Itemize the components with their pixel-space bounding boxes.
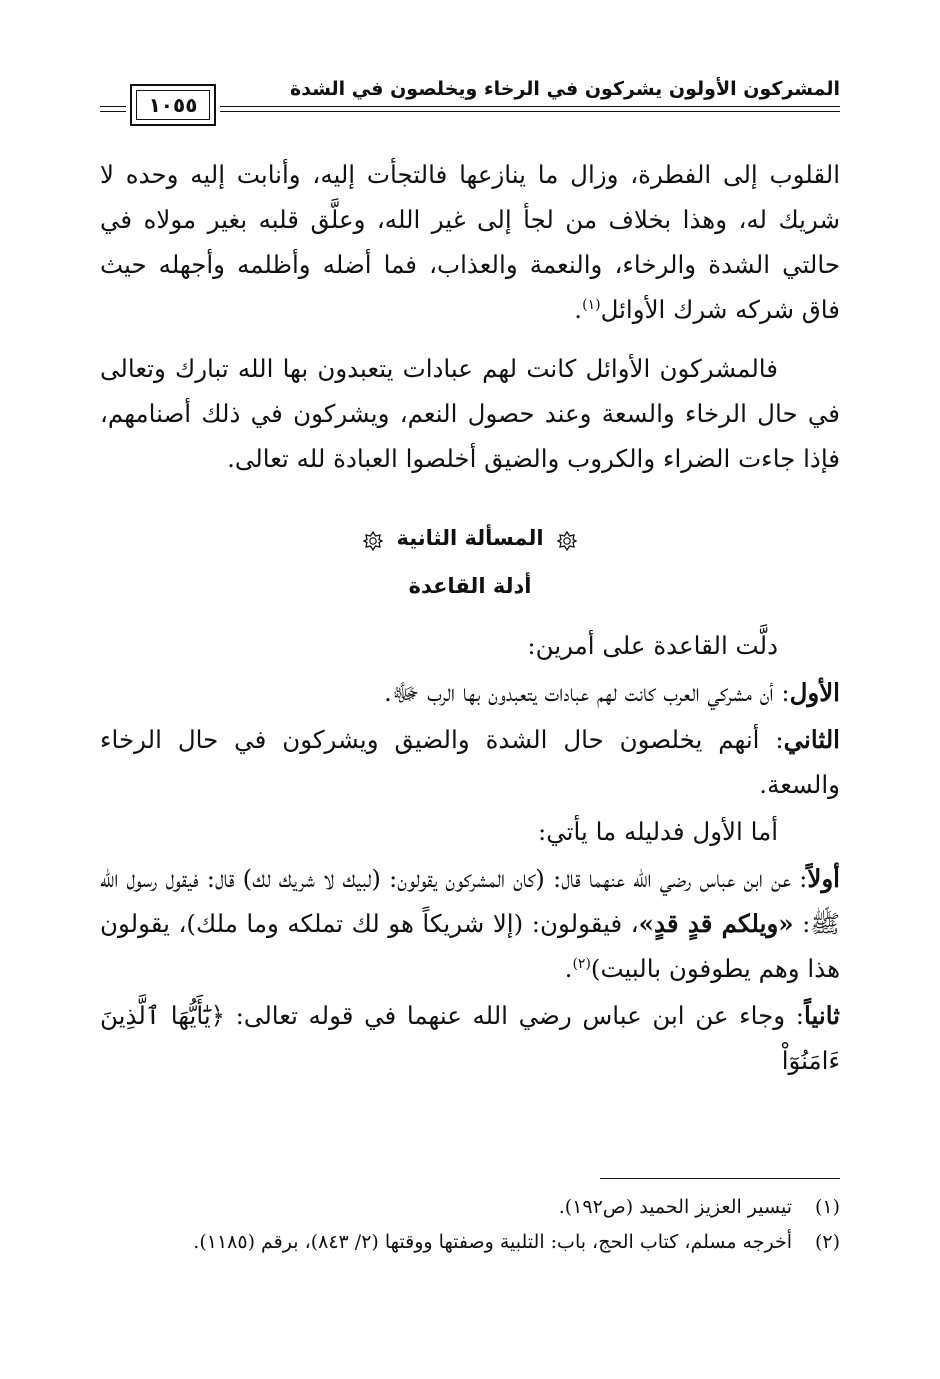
sub-heading: أدلة القاعدة [408,574,532,598]
page-number-frame [130,84,216,126]
footnote-2 [100,1227,840,1258]
footnote-1 [100,1192,840,1223]
point-second [100,717,840,807]
proof-secondly [100,993,840,1083]
intro-line: دلَّت القاعدة على أمرين: [527,631,778,660]
running-title: المشركون الأولون يشركون في الرخاء ويخلصون في الشدة [290,78,840,100]
ornament-left-icon [363,531,383,551]
proof-firstly-text-a: : عن ابن عباس رضي الله عنهما قال: (كان المشركون يقولون: (لبيك لا شريك لك) قال: فيقول رسول الله ﷺ: [100,864,840,938]
footnote-2-number: (٢) [814,1231,840,1253]
main-text [100,152,840,1083]
proof-firstly [100,856,840,991]
paragraph-2: فالمشركون الأوائل كانت لهم عبادات يتعبدون بها الله تبارك وتعالى في حال الرخاء والسعة وعند حصول النعم، ويشركون في ذلك أصنامهم، فإذا جاءت الضراء والكروب والضيق أخلصوا العبادة لله تعالى. [100,354,840,473]
footnote-1-number: (١) [814,1196,840,1218]
proof-firstly-quote: «ويلكم قدٍ قدٍ» [638,909,794,938]
ornament-right-icon [557,531,577,551]
paragraph-1 [100,152,840,332]
point-first-label: الأول [789,678,840,707]
footnote-2-text: أخرجه مسلم، كتاب الحج، باب: التلبية وصفتها ووقتها (٢/ ٨٤٣)، برقم (١١٨٥). [193,1231,792,1253]
paragraph-1-end: . [574,295,583,324]
footnote-ref-1: (١) [582,296,601,313]
proof-firstly-text-b: ، فيقولون: (إلا شريكاً هو لك تملكه وما ملك)، يقولون هذا وهم يطوفون بالبيت) [100,909,840,983]
section-heading-wrap [100,523,840,553]
paragraph-1-text: القلوب إلى الفطرة، وزال ما ينازعها فالتجأت إليه، وأنابت إليه وحده لا شريك له، وهذا بخلاف من لجأ إلى غير الله، وعلَّق قلبه بغير مولاه في حالتي الشدة والرخاء، والنعمة والعذاب، فما أضله وأظلمه وأجهله حيث فاق شركه شرك الأوائل [100,160,841,324]
footnotes [100,1192,840,1262]
header-rule [220,106,840,112]
proof-secondly-text: : وجاء عن ابن عباس رضي الله عنهما في قوله تعالى: ﴿يَٰٓأَيُّهَا ٱلَّذِينَ ءَامَنُوٓاْ [100,1001,840,1075]
first-proof-intro: أما الأول فدليله ما يأتي: [538,817,778,846]
footnote-1-text: تيسير العزيز الحميد (ص١٩٢). [558,1196,792,1218]
point-second-label: الثاني [783,725,840,754]
footnote-separator [600,1178,840,1179]
page-header [100,76,840,132]
point-first [100,670,840,715]
proof-secondly-label: ثانياً [804,1001,840,1030]
proof-firstly-end: . [564,954,573,983]
page-number: ١٠٥٥ [148,93,198,117]
footnote-ref-2: (٢) [572,955,591,972]
proof-firstly-label: أولاً [807,864,840,893]
header-rule-left [100,106,126,112]
point-second-text: : أنهم يخلصون حال الشدة والضيق ويشركون في حال الرخاء والسعة. [100,725,840,799]
point-first-text: : أن مشركي العرب كانت لهم عبادات يتعبدون بها الرب ﷻ. [383,678,790,707]
section-heading: المسألة الثانية [396,526,544,550]
